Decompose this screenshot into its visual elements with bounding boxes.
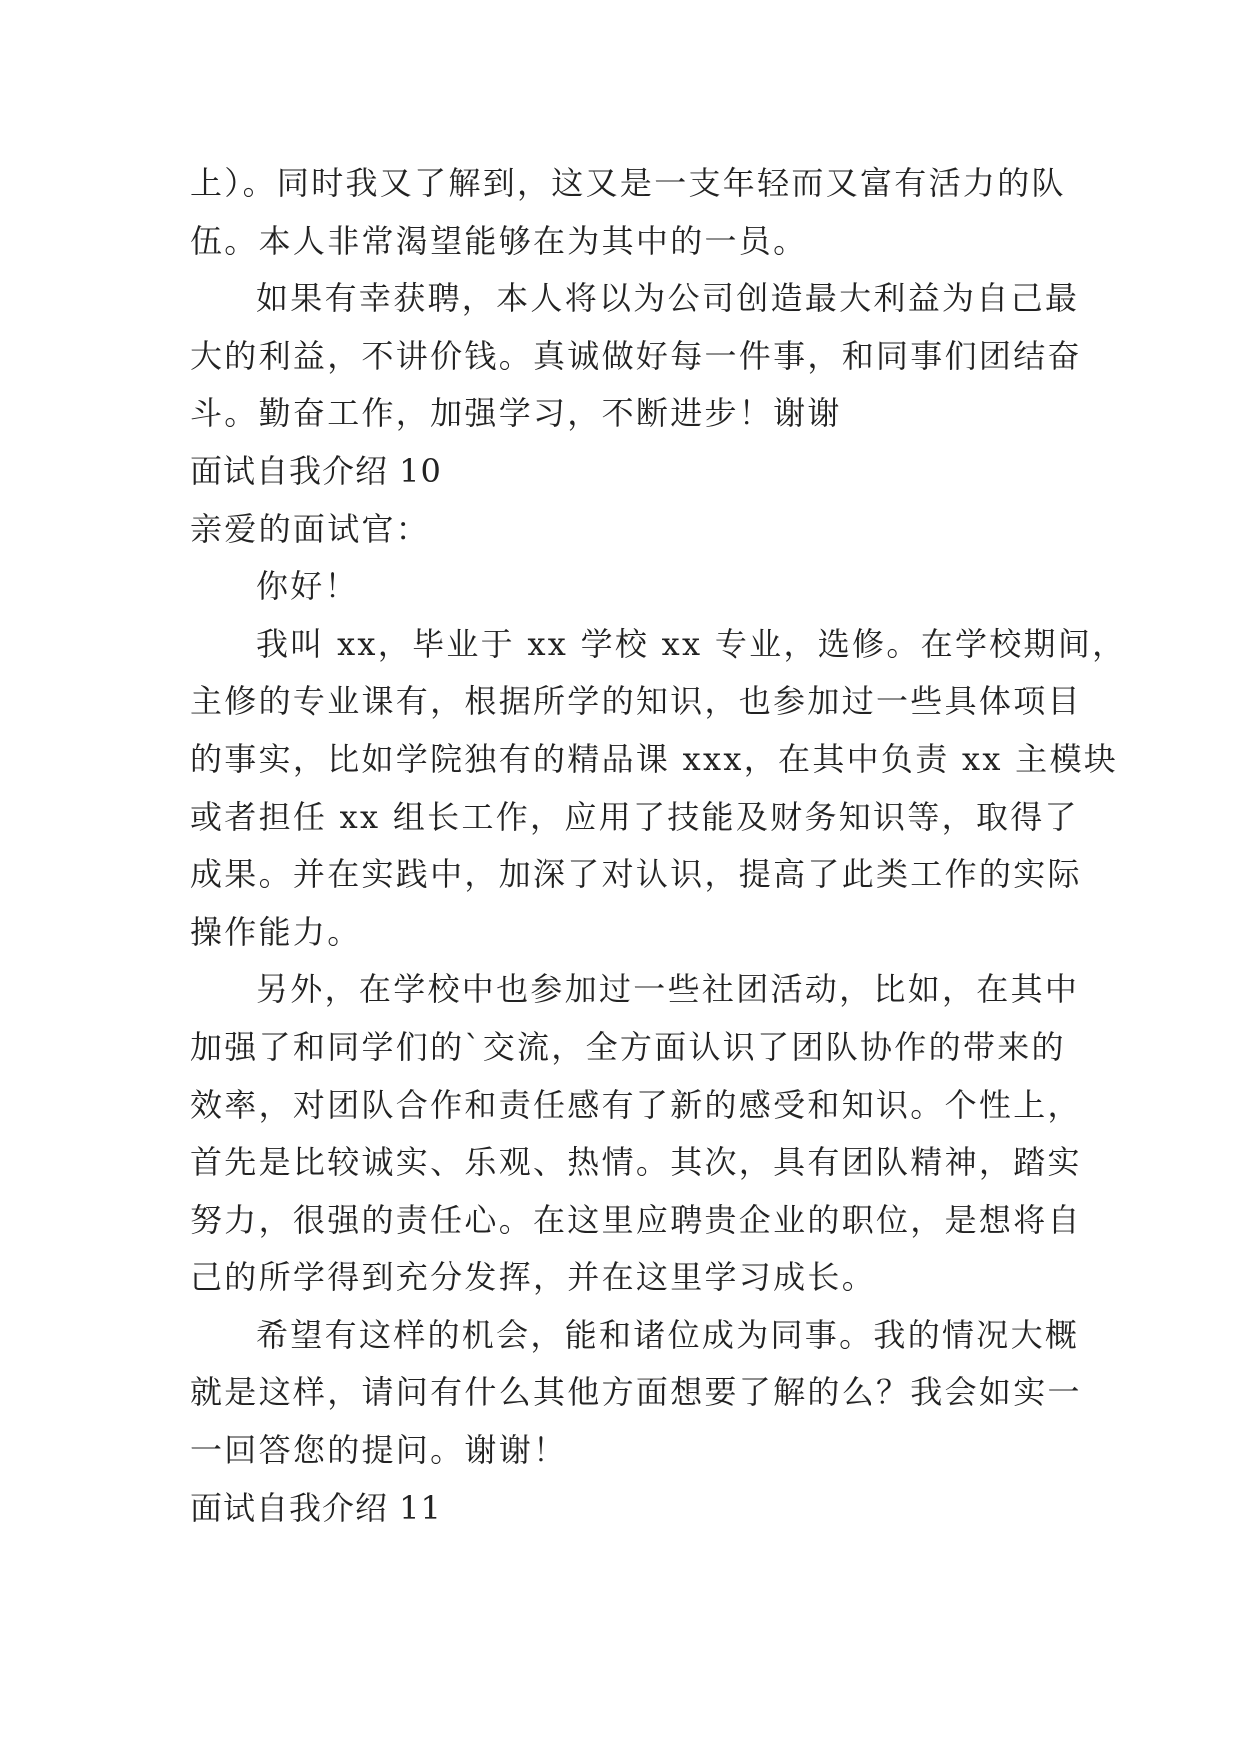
greeting: 你好！ [256,567,359,606]
paragraph-line: 首先是比较诚实、乐观、热情。其次，具有团队精神，踏实 [190,1143,1082,1182]
paragraph-line: 就是这样，请问有什么其他方面想要了解的么？我会如实一 [190,1373,1082,1412]
paragraph-line: 成果。并在实践中，加深了对认识，提高了此类工作的实际 [190,855,1082,894]
paragraph-line: 效率，对团队合作和责任感有了新的感受和知识。个性上， [190,1085,1082,1124]
paragraph-line: 己的所学得到充分发挥，并在这里学习成长。 [190,1258,877,1297]
paragraph-line: 努力，很强的责任心。在这里应聘贵企业的职位，是想将自 [190,1200,1082,1239]
paragraph-line: 如果有幸获聘，本人将以为公司创造最大利益为自己最 [256,279,1080,318]
paragraph-line: 另外，在学校中也参加过一些社团活动，比如，在其中 [256,970,1080,1009]
paragraph-line: 我叫 xx，毕业于 xx 学校 xx 专业，选修。在学校期间， [256,624,1127,663]
section-heading: 面试自我介绍 10 [190,451,442,490]
paragraph-line: 斗。勤奋工作，加强学习，不断进步！谢谢 [190,394,842,433]
paragraph-line: 主修的专业课有，根据所学的知识，也参加过一些具体项目 [190,682,1082,721]
paragraph-line: 伍。本人非常渴望能够在为其中的一员。 [190,221,808,260]
paragraph-line: 的事实，比如学院独有的精品课 xxx，在其中负责 xx 主模块 [190,739,1119,778]
paragraph-line: 一回答您的提问。谢谢！ [190,1431,568,1470]
paragraph-line: 或者担任 xx 组长工作，应用了技能及财务知识等，取得了 [190,797,1079,836]
paragraph-line: 加强了和同学们的`交流，全方面认识了团队协作的带来的 [190,1027,1066,1066]
salutation: 亲爱的面试官： [190,509,431,548]
paragraph-line: 大的利益，不讲价钱。真诚做好每一件事，和同事们团结奋 [190,336,1082,375]
document-body [190,155,1127,1537]
paragraph-line: 操作能力。 [190,912,362,951]
paragraph-line: 希望有这样的机会，能和诸位成为同事。我的情况大概 [256,1315,1080,1354]
paragraph-line: 上）。同时我又了解到，这又是一支年轻而又富有活力的队 [190,164,1066,202]
section-heading: 面试自我介绍 11 [190,1488,442,1527]
